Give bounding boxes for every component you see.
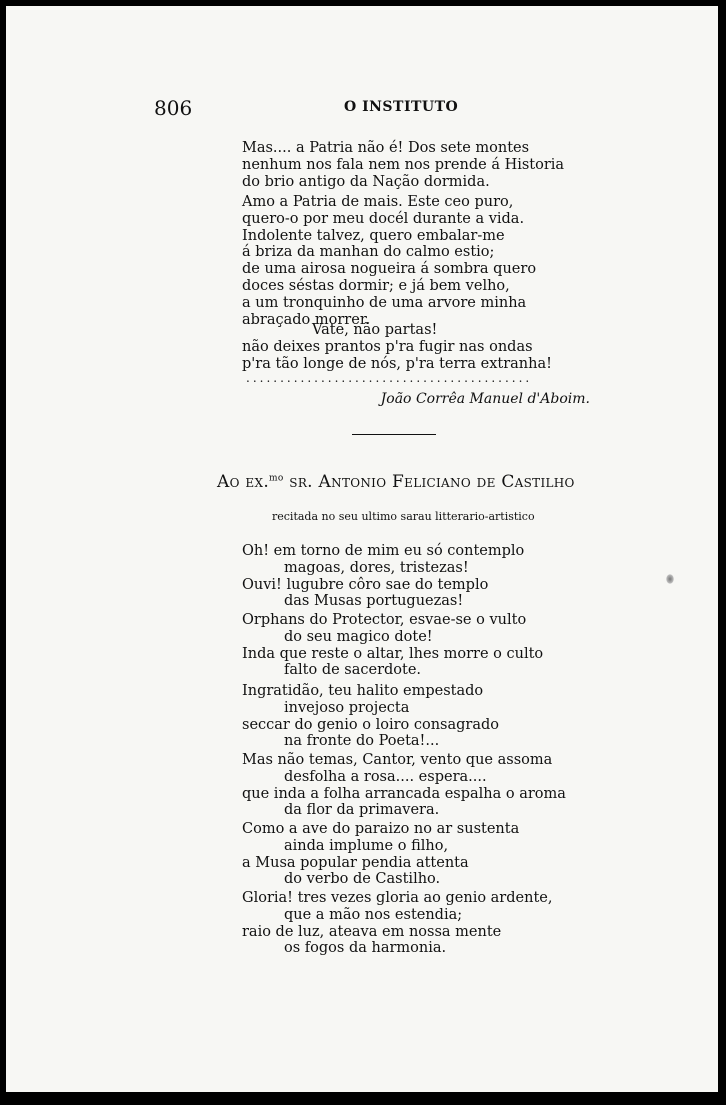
title-prefix: Ao ex. — [217, 472, 270, 492]
verse-line: da flor da primavera. — [284, 802, 440, 819]
poem2-stanza-2 — [242, 612, 543, 679]
verse-line: a um tronquinho de uma arvore minha — [242, 294, 527, 311]
verse-line: do verbo de Castilho. — [284, 871, 441, 888]
verse-line: Mas não temas, Cantor, vento que assoma — [242, 752, 553, 768]
verse-line: nenhum nos fala nem nos prende á Historia — [242, 156, 565, 173]
verse-line: desfolha a rosa.... espera.... — [284, 768, 487, 785]
verse-line: não deixes prantos p'ra fugir nas ondas — [242, 338, 533, 355]
title-superscript: mo — [269, 473, 284, 484]
verse-line: que a mão nos estendia; — [284, 906, 463, 923]
verse-line: que inda a folha arrancada espalha o aroma — [242, 785, 566, 802]
poem1-stanza-3 — [242, 322, 552, 372]
verse-line: do seu magico dote! — [284, 628, 433, 645]
verse-line: seccar do genio o loiro consagrado — [242, 716, 500, 733]
verse-line: p'ra tão longe de nós, p'ra terra extranha! — [242, 355, 552, 372]
paper-blemish — [666, 574, 674, 584]
poem1-stanza-1 — [242, 140, 564, 190]
page-header — [6, 96, 718, 120]
verse-line: falto de sacerdote. — [284, 662, 422, 679]
verse-line: Indolente talvez, quero embalar-me — [242, 227, 505, 244]
verse-line: os fogos da harmonia. — [284, 940, 447, 957]
verse-line: Mas.... a Patria não é! Dos sete montes — [242, 140, 530, 156]
verse-line: doces séstas dormir; e já bem velho, — [242, 277, 510, 294]
poem1-stanza-2 — [242, 194, 536, 328]
verse-line: Orphans do Protector, esvae-se o vulto — [242, 612, 527, 628]
verse-line: Ouvi! lugubre côro sae do templo — [242, 576, 489, 593]
verse-line: quero-o por meu docél durante a vida. — [242, 210, 525, 227]
book-page — [6, 6, 718, 1092]
poem2-stanza-3 — [242, 683, 499, 750]
page-number: 806 — [154, 96, 193, 120]
verse-line: das Musas portuguezas! — [284, 593, 464, 610]
verse-line: invejoso projecta — [284, 699, 410, 716]
verse-line: Vate, não partas! — [312, 322, 438, 338]
verse-line: ainda implume o filho, — [284, 837, 449, 854]
verse-line: Oh! em torno de mim eu só contemplo — [242, 543, 525, 559]
verse-line: magoas, dores, tristezas! — [284, 559, 469, 576]
verse-line: Gloria! tres vezes gloria ao genio ardente, — [242, 890, 553, 906]
poem2-stanza-6 — [242, 890, 552, 957]
author-signature: João Corrêa Manuel d'Aboim. — [380, 391, 590, 407]
ellipsis-row: .......................................... — [246, 371, 533, 385]
verse-line: a Musa popular pendia attenta — [242, 854, 469, 871]
verse-line: abraçado morrer. — [242, 311, 370, 328]
verse-line: Ingratidão, teu halito empestado — [242, 683, 484, 699]
verse-line: de uma airosa nogueira á sombra quero — [242, 261, 537, 278]
poem-subtitle: recitada no seu ultimo sarau litterario-artistico — [272, 510, 535, 523]
verse-line: á briza da manhan do calmo estio; — [242, 244, 495, 261]
poem-title — [217, 472, 575, 492]
poem2-stanza-5 — [242, 821, 519, 888]
verse-line: raio de luz, ateava em nossa mente — [242, 923, 502, 940]
title-rest: sr. Antonio Feliciano de Castilho — [283, 472, 575, 492]
verse-line: Inda que reste o altar, lhes morre o culto — [242, 645, 544, 662]
section-divider — [352, 434, 436, 435]
verse-line: do brio antigo da Nação dormida. — [242, 173, 490, 190]
poem2-stanza-4 — [242, 752, 566, 819]
verse-line: na fronte do Poeta!... — [284, 733, 440, 750]
verse-line: Amo a Patria de mais. Este ceo puro, — [242, 194, 514, 210]
poem2-stanza-1 — [242, 543, 524, 610]
running-title: O INSTITUTO — [344, 99, 459, 115]
verse-line: Como a ave do paraizo no ar sustenta — [242, 821, 520, 837]
